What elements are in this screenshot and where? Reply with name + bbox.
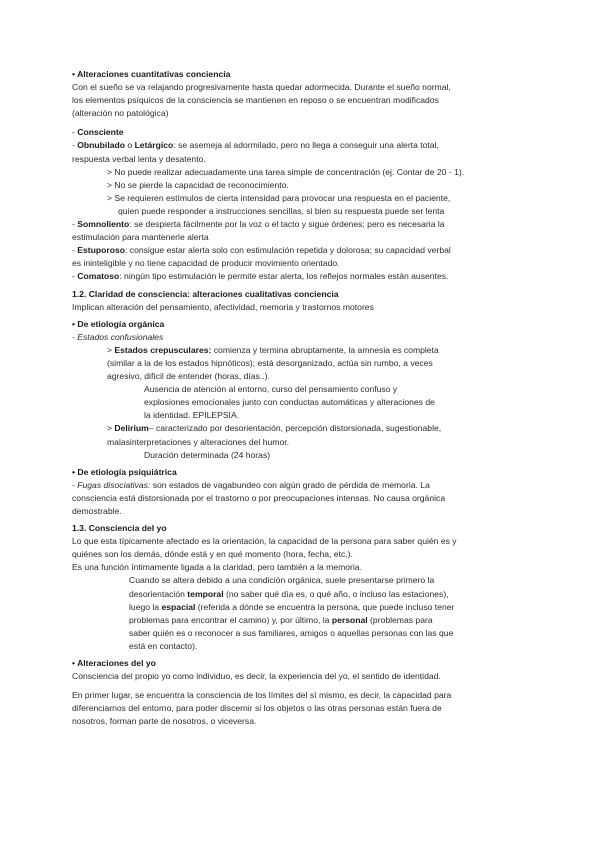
paragraph-line: saber quién es o reconocer a sus familiares, amigos o aquellas personas con las que [129,627,454,638]
document-page [72,68,532,729]
list-item-obnubilado: - Obnubilado o Letárgico: se asemeja al adormilado, pero no llega a conseguir una alerta total, [72,140,439,151]
list-item-comatoso: - Comatoso: ningún tipo estimulación le permite estar alerta, los reflejos normales están ausentes. [72,271,449,282]
paragraph-line: malasinterpretaciones y alteraciones del humor. [107,436,289,447]
term-temporal: temporal [187,588,224,599]
paragraph-line: nosotros, forman parte de nosotros, o viceversa. [72,716,257,727]
paragraph-line: está en contacto). [129,640,198,651]
term-consciente: Consciente [77,127,124,138]
paragraph-line: (similar a la de los estados hipnóticos); está desorganizado, actúa sin rumbo, a veces [107,357,433,368]
paragraph-line: Implican alteración del pensamiento, afectividad, memoria y trastornos motores [72,301,374,312]
list-item-somnoliento: - Somnoliento: se despierta fácilmente por la voz o el tacto y sigue órdenes; pero es necesaria la [72,219,445,230]
paragraph-line: Ausencia de atención al entorno, curso del pensamiento confuso y [144,384,398,395]
term-letargico: Letárgico [134,140,174,151]
term-delirium: Delirium [114,423,149,434]
paragraph-line: la identidad. EPILEPSIA. [144,410,240,421]
paragraph-line: diferenciarnos del entorno, para poder discernir si los objetos o las otras personas están fuera de [72,703,442,714]
paragraph-line: Con el sueño se va relajando progresivamente hasta quedar adormecida. Durante el sueño normal, [72,82,451,93]
term-fugas-disociativas: - Fugas disociativas: [72,479,151,490]
section-heading-consciencia-yo: 1.3. Consciencia del yo [72,523,167,534]
paragraph-line: consciencia está distorsionada por el trastorno o por preocupaciones intensas. No causa orgánica [72,492,446,503]
paragraph-line: (alteración no patológica) [72,108,169,119]
subheading-estados-confusionales: - Estados confusionales [72,331,164,342]
term-estados-crepusculares: Estados crepusculares: [114,344,212,355]
paragraph-line: luego la espacial (referida a dónde se encuentra la persona, que puede incluso tener [129,601,455,612]
term-comatoso: Comatoso [77,271,120,282]
paragraph-line: quiénes son los demás, dónde está y en qué momento (hora, fecha, etc.). [72,549,353,560]
paragraph-line: demostrable. [72,506,122,516]
paragraph-line: es ininteligible y no tiene capacidad de producir movimiento orientado. [72,258,340,269]
paragraph-line: respuesta verbal lenta y desatento. [72,153,206,164]
paragraph-line: problemas para encontrar el camino) y, por último, la personal (problemas para [129,614,433,625]
bullet-line: > No puede realizar adecuadamente una tarea simple de concentración (ej. Contar de 20 - 1). [107,166,465,177]
bullet-line: > Se requieren estímulos de cierta intensidad para provocar una respuesta en el paciente, [107,192,451,203]
paragraph-line: Consciencia del propio yo como individuo, es decir, la experiencia del yo, el sentido de identidad. [72,671,441,682]
paragraph-line: En primer lugar, se encuentra la consciencia de los límites del sí mismo, es decir, la capacidad para [72,690,452,701]
section-heading-cuantitativas: • Alteraciones cuantitativas conciencia [72,69,231,79]
paragraph-line: agresivo, difícil de entender (horas, días..). [107,371,270,382]
paragraph-line: desorientación temporal (no saber qué día es, o qué año, o incluso las estaciones), [129,588,449,599]
subheading-alteraciones-yo: • Alteraciones del yo [72,658,156,669]
paragraph-line: Cuando se altera debido a una condición orgánica, suele presentarse primero la [129,575,435,586]
paragraph-line: explosiones emocionales junto con conductas automáticas y alteraciones de [144,397,435,408]
bullet-line: quien puede responder a instrucciones sencillas, si bien su respuesta puede ser lenta [118,205,445,216]
paragraph-line: estimulación para mantenerle alerta [72,232,209,243]
list-item-estuporoso: - Estuporoso: consigue estar alerta solo con estimulación repetida y dolorosa; su capacidad verbal [72,245,451,256]
paragraph-line: los elementos psíquicos de la consciencia se mantienen en reposo o se encuentran modificados [72,95,439,106]
subheading-etiologia-psiquiatrica: • De etiología psiquiátrica [72,466,177,477]
list-item-crepusculares: > Estados crepusculares: comienza y termina abruptamente, la amnesia es completa [107,344,439,355]
term-estuporoso: Estuporoso [77,245,125,256]
paragraph-line: Es una función íntimamente ligada a la claridad, pero también a la memoria. [72,562,362,573]
term-personal: personal [331,614,368,625]
bullet-line: > No se pierde la capacidad de reconocimiento. [107,179,289,190]
list-item-consciente: - Consciente [72,127,124,138]
paragraph-line: Duración determinada (24 horas) [144,449,271,460]
term-somnoliento: Somnoliento [77,219,130,230]
section-heading-claridad: 1.2. Claridad de consciencia: alteraciones cualitativas conciencia [72,288,339,299]
term-obnubilado: Obnubilado [77,140,125,151]
subheading-etiologia-organica: • De etiología orgánica [72,318,165,329]
term-espacial: espacial [161,601,196,612]
paragraph-line: Lo que esta típicamente afectado es la orientación, la capacidad de la persona para saber quién es y [72,536,457,547]
list-item-delirium: > Delirium– caracterizado por desorientación, percepción distorsionada, sugestionable, [107,423,442,434]
list-item-fugas: - Fugas disociativas: son estados de vagabundeo con algún grado de pérdida de memoria. La [72,479,430,490]
